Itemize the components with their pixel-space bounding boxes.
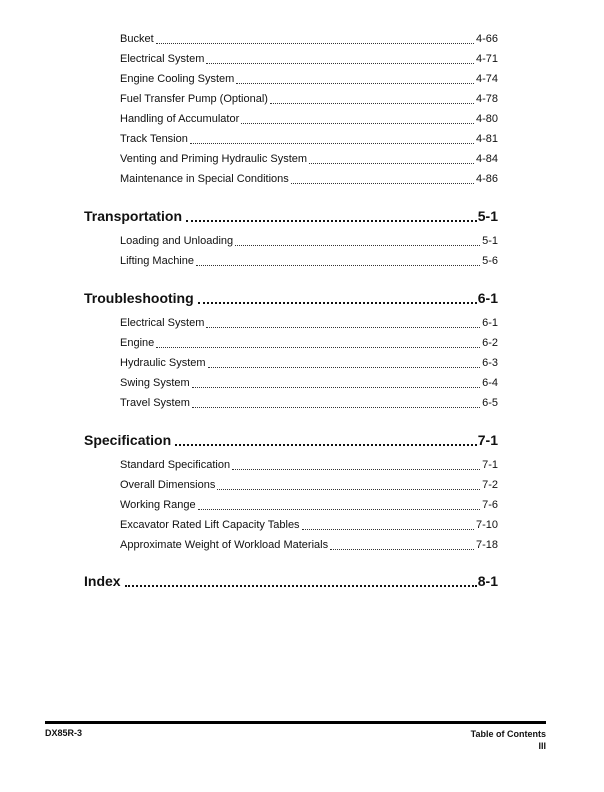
toc-section-title: Specification [84, 432, 172, 448]
dot-leader [291, 174, 474, 184]
dot-leader [175, 433, 477, 446]
toc-entry[interactable] [120, 374, 498, 390]
toc-entry-label: Bucket [120, 33, 154, 45]
toc-entry-page: 5-6 [482, 255, 498, 267]
toc-entry-label: Swing System [120, 377, 190, 389]
toc-entry-label: Handling of Accumulator [120, 113, 240, 125]
toc-entry-page: 4-81 [475, 133, 498, 145]
toc-section-page: 5-1 [477, 208, 498, 224]
dot-leader [192, 378, 480, 388]
toc-entry[interactable] [120, 456, 498, 472]
toc-entry[interactable] [120, 110, 498, 126]
toc-entry[interactable] [120, 150, 498, 166]
dot-leader [232, 460, 480, 470]
toc-entry-page: 4-86 [475, 173, 498, 185]
footer-right [471, 728, 546, 752]
toc-entry-page: 6-3 [482, 357, 498, 369]
dot-leader [156, 34, 474, 44]
toc-entry-page: 4-66 [475, 33, 498, 45]
dot-leader [206, 318, 480, 328]
toc-entry-label: Track Tension [120, 133, 188, 145]
toc-entry-page: 6-4 [482, 377, 498, 389]
toc-entry-page: 7-2 [482, 479, 498, 491]
footer-rule [45, 721, 546, 724]
toc-entry-page: 6-1 [482, 317, 498, 329]
dot-leader [196, 256, 480, 266]
toc-entry-label: Fuel Transfer Pump (Optional) [120, 93, 268, 105]
toc-entry[interactable] [120, 516, 498, 532]
toc-entry[interactable] [120, 476, 498, 492]
toc-entry-label: Electrical System [120, 53, 205, 65]
dot-leader [186, 209, 477, 222]
toc-entry-label: Travel System [120, 397, 190, 409]
dot-leader [270, 94, 474, 104]
toc-section-specification[interactable] [84, 431, 498, 449]
dot-leader [236, 74, 474, 84]
footer-page-number: III [538, 741, 546, 751]
toc-entry[interactable] [120, 536, 498, 552]
dot-leader [125, 574, 477, 587]
toc-entry[interactable] [120, 170, 498, 186]
toc-entry-page: 7-10 [475, 519, 498, 531]
toc-entry-label: Maintenance in Special Conditions [120, 173, 289, 185]
dot-leader [309, 154, 474, 164]
toc-entry[interactable] [120, 50, 498, 66]
toc-section-transportation[interactable] [84, 207, 498, 225]
dot-leader [330, 540, 474, 550]
toc-entry-page: 4-71 [475, 53, 498, 65]
toc-entry[interactable] [120, 314, 498, 330]
toc-entry[interactable] [120, 70, 498, 86]
dot-leader [156, 338, 480, 348]
toc-entry[interactable] [120, 354, 498, 370]
dot-leader [198, 500, 480, 510]
dot-leader [190, 134, 474, 144]
toc-entry-page: 5-1 [482, 235, 498, 247]
dot-leader [206, 54, 474, 64]
toc-entry-label: Approximate Weight of Workload Materials [120, 539, 329, 551]
toc-entry-page: 4-84 [475, 153, 498, 165]
dot-leader [208, 358, 481, 368]
toc-section-page: 7-1 [477, 432, 498, 448]
toc-entry-label: Lifting Machine [120, 255, 194, 267]
toc-entry-label: Hydraulic System [120, 357, 206, 369]
toc-entry-page: 4-80 [475, 113, 498, 125]
toc-section-page: 6-1 [477, 290, 498, 306]
toc-entry[interactable] [120, 334, 498, 350]
footer-section-title: Table of Contents [470, 729, 546, 739]
dot-leader [241, 114, 474, 124]
toc-entry[interactable] [120, 496, 498, 512]
toc-entry-page: 7-6 [482, 499, 498, 511]
toc-entry[interactable] [120, 90, 498, 106]
toc-section-index[interactable] [84, 572, 498, 590]
toc-entry[interactable] [120, 394, 498, 410]
toc-entry-label: Working Range [120, 499, 196, 511]
toc-entry-label: Standard Specification [120, 459, 231, 471]
toc-entry[interactable] [120, 232, 498, 248]
dot-leader [302, 520, 474, 530]
toc-entry-page: 4-74 [475, 73, 498, 85]
dot-leader [235, 236, 480, 246]
toc-entry-page: 7-1 [482, 459, 498, 471]
toc-entry-page: 6-2 [482, 337, 498, 349]
toc-section-page: 8-1 [477, 573, 498, 589]
toc-section-title: Troubleshooting [84, 290, 194, 306]
dot-leader [217, 480, 480, 490]
toc-entry-label: Electrical System [120, 317, 205, 329]
toc-section-troubleshooting[interactable] [84, 289, 498, 307]
toc-entry-label: Excavator Rated Lift Capacity Tables [120, 519, 300, 531]
footer-model: DX85R-3 [45, 728, 83, 738]
toc-entry-label: Engine Cooling System [120, 73, 235, 85]
toc-entry-label: Loading and Unloading [120, 235, 234, 247]
dot-leader [198, 291, 477, 304]
toc-entry-label: Overall Dimensions [120, 479, 216, 491]
toc-entry[interactable] [120, 130, 498, 146]
dot-leader [192, 398, 480, 408]
toc-entry-label: Venting and Priming Hydraulic System [120, 153, 308, 165]
toc-entry-label: Engine [120, 337, 155, 349]
toc-entry-page: 6-5 [482, 397, 498, 409]
toc-section-title: Index [84, 573, 121, 589]
toc-section-title: Transportation [84, 208, 183, 224]
toc-entry-page: 7-18 [475, 539, 498, 551]
toc-entry-page: 4-78 [475, 93, 498, 105]
toc-entry[interactable] [120, 30, 498, 46]
toc-entry[interactable] [120, 252, 498, 268]
